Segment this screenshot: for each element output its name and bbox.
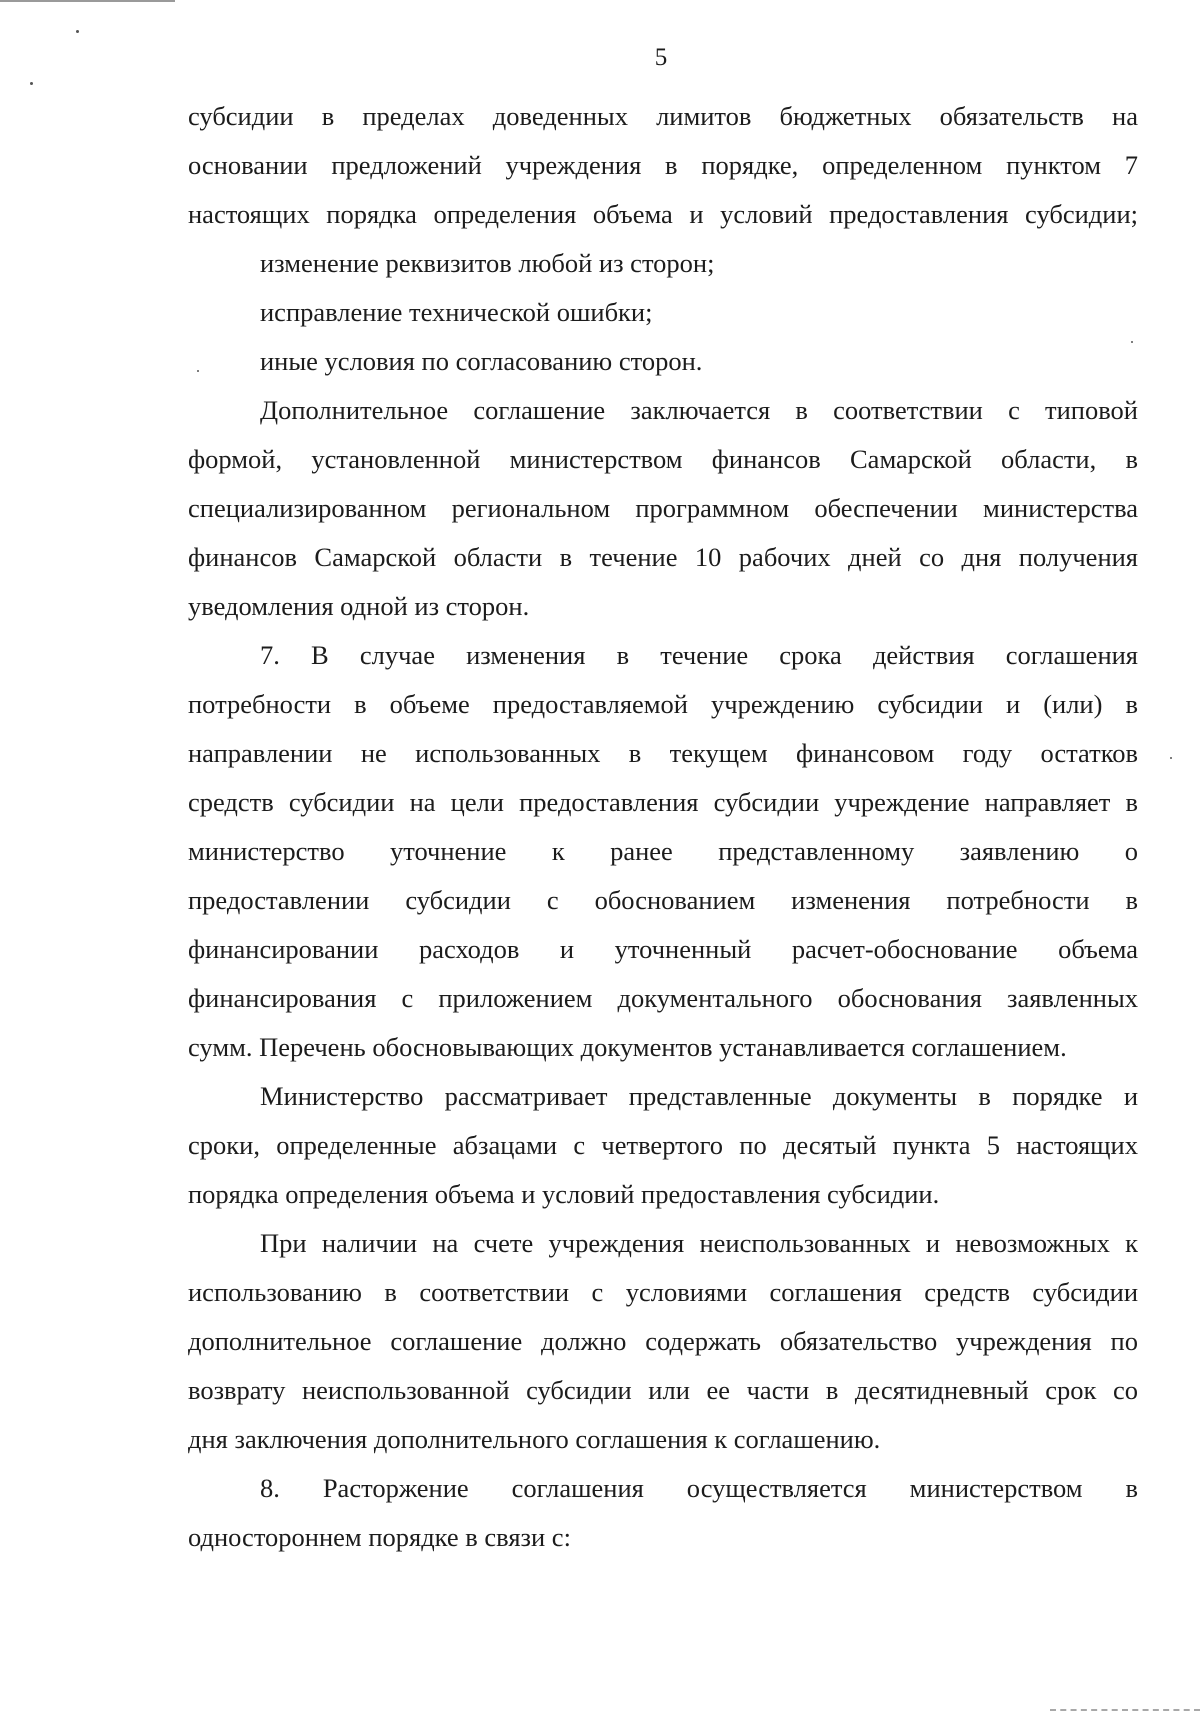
scan-speck [1170, 757, 1172, 759]
text-line: При наличии на счете учреждения неиспользованных и невозможных к [260, 1228, 1138, 1258]
text-line: возврату неиспользованной субсидии или ее части в десятидневный срок со [188, 1375, 1138, 1405]
text-line: финансов Самарской области в течение 10 рабочих дней со дня получения [188, 542, 1138, 572]
paragraph [188, 1464, 1138, 1562]
text-line: дополнительное соглашение должно содержать обязательство учреждения по [188, 1326, 1138, 1356]
text-line: финансирования с приложением документального обоснования заявленных [188, 983, 1138, 1013]
paragraph [188, 1072, 1138, 1219]
text-line: средств субсидии на цели предоставления субсидии учреждение направляет в [188, 787, 1138, 817]
text-line: Министерство рассматривает представленные документы в порядке и [260, 1081, 1138, 1111]
text-line: порядка определения объема и условий предоставления субсидии. [188, 1179, 940, 1209]
text-line: основании предложений учреждения в порядке, определенном пунктом 7 [188, 150, 1138, 180]
text-line: дня заключения дополнительного соглашения к соглашению. [188, 1424, 881, 1454]
text-line: направлении не использованных в текущем финансовом году остатков [188, 738, 1138, 768]
text-line: 7. В случае изменения в течение срока действия соглашения [260, 640, 1138, 670]
text-line: предоставлении субсидии с обоснованием изменения потребности в [188, 885, 1138, 915]
text-line: сумм. Перечень обосновывающих документов устанавливается соглашением. [188, 1032, 1067, 1062]
paragraph [188, 92, 1138, 239]
text-line: использованию в соответствии с условиями соглашения средств субсидии [188, 1277, 1138, 1307]
text-line: формой, установленной министерством финансов Самарской области, в [188, 444, 1138, 474]
scan-edge-bottom [1050, 1706, 1200, 1711]
text-line: потребности в объеме предоставляемой учреждению субсидии и (или) в [188, 689, 1138, 719]
document-body [188, 92, 1138, 1562]
text-line: специализированном региональном программном обеспечении министерства [188, 493, 1138, 523]
paragraph [188, 631, 1138, 1072]
paragraph [188, 337, 1138, 386]
text-line: уведомления одной из сторон. [188, 591, 530, 621]
page-number: 5 [654, 44, 668, 71]
text-line: министерство уточнение к ранее представленному заявлению о [188, 836, 1138, 866]
text-line: изменение реквизитов любой из сторон; [260, 248, 715, 278]
paragraph [188, 288, 1138, 337]
paragraph [188, 239, 1138, 288]
paragraph [188, 1219, 1138, 1464]
text-line: одностороннем порядке в связи с: [188, 1522, 571, 1552]
text-line: субсидии в пределах доведенных лимитов бюджетных обязательств на [188, 101, 1138, 131]
text-line: Дополнительное соглашение заключается в соответствии с типовой [260, 395, 1138, 425]
text-line: исправление технической ошибки; [260, 297, 653, 327]
scan-speck [30, 82, 33, 85]
text-line: настоящих порядка определения объема и условий предоставления субсидии; [188, 199, 1138, 229]
paragraph [188, 386, 1138, 631]
text-line: финансировании расходов и уточненный расчет-обоснование объема [188, 934, 1138, 964]
text-line: иные условия по согласованию сторон. [260, 346, 703, 376]
scan-edge-top [0, 0, 175, 5]
text-line: сроки, определенные абзацами с четвертого по десятый пункта 5 настоящих [188, 1130, 1138, 1160]
text-line: 8. Расторжение соглашения осуществляется министерством в [260, 1473, 1138, 1503]
scan-speck [76, 30, 79, 33]
